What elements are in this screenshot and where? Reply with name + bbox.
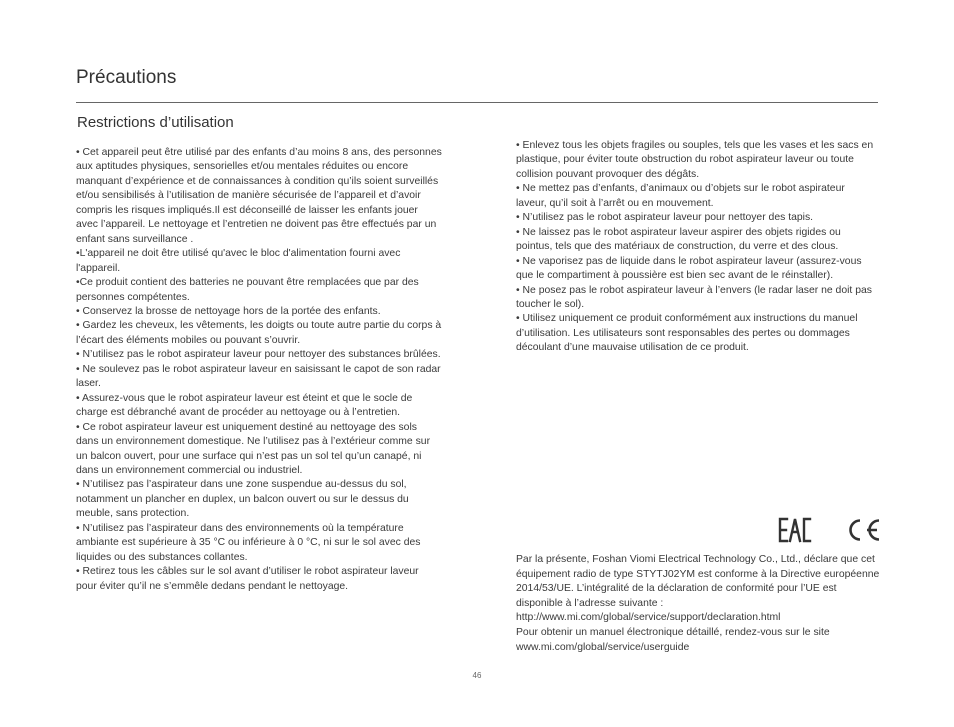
right-column [516,139,878,356]
page-number: 46 [472,671,482,680]
title-divider [76,102,878,103]
precaution-item: • Ce robot aspirateur laveur est uniquement destiné au nettoyage des sols dans un environnement domestique. Ne l’utilisez pas à l’extérieur comme sur un balcon ouvert, pour une surface qui n’est pas un sol tel qu’un canapé, ni dans un environnement commercial ou industriel. [76,421,431,476]
precaution-item: • N’utilisez pas l’aspirateur dans une zone suspendue au-dessus du sol, notamment un plancher en duplex, un balcon ouvert ou sur le dessus du meuble, sans protection. [76,479,409,520]
ce-mark-icon [851,521,880,540]
precaution-item: • Enlevez tous les objets fragiles ou souples, tels que les vases et les sacs en plastique, pour éviter toute obstruction du robot aspirateur laveur ou toute collision pouvant provoquer des dégâts. [516,140,874,180]
precaution-item: •Ce produit contient des batteries ne pouvant être remplacées que par des personnes compétentes. [76,277,419,303]
precaution-item: • Ne laissez pas le robot aspirateur laveur aspirer des objets rigides ou pointus, tels que des matériaux de construction, du verre et des clous. [516,226,841,253]
manual-link-text: Pour obtenir un manuel électronique détaillé, rendez-vous sur le site www.mi.com/global/service/userguide [516,626,830,653]
page-title: Précautions [76,67,177,88]
precaution-item: • Ne vaporisez pas de liquide dans le robot aspirateur laveur (assurez-vous que le compartiment à poussière est bien sec avant de le réinstaller). [516,255,862,282]
precaution-item: • N’utilisez pas le robot aspirateur laveur pour nettoyer des substances brûlées. [76,349,441,361]
precaution-item: • Cet appareil peut être utilisé par des enfants d’au moins 8 ans, des personnes aux aptitudes physiques, sensorielles et/ou mentales réduites ou encore manquant d’expérience et de connaissances à condition qu’ils soient surveillés et/ou sensibilisés à l’utilisation de manière sécurisée de l’appareil et d’avoir compris les risques impliqués.Il est déconseillé de laisser les enfants jouer avec l’appareil. Le nettoyage et l’entretien ne doivent pas être effectués par un enfant sans surveillance . [76,147,442,245]
precaution-item: • Retirez tous les câbles sur le sol avant d’utiliser le robot aspirateur laveur pour éviter qu’il ne s’emmêle dedans pendant le nettoyage. [76,566,419,592]
declaration-block [516,553,880,655]
precaution-item: • Assurez-vous que le robot aspirateur laveur est éteint et que le socle de charge est débranché avant de procéder au nettoyage ou à l’entretien. [76,392,413,419]
precaution-item: • Ne posez pas le robot aspirateur laveur à l’envers (le radar laser ne doit pas toucher le sol). [516,284,872,310]
precaution-item: • Ne soulevez pas le robot aspirateur laveur en saisissant le capot de son radar laser. [76,363,441,390]
declaration-text: Par la présente, Foshan Viomi Electrical Technology Co., Ltd., déclare que cet équipement radio de type STYTJ02YM est conforme à la Directive européenne 2014/53/UE. L’intégralité de la déclaration de conformité pour l’UE est disponible à l’adresse suivante : http://www.mi.com/global/service/support/declaration.html [516,554,880,624]
precaution-item: • N’utilisez pas le robot aspirateur laveur pour nettoyer des tapis. [516,212,814,224]
section-title: Restrictions d’utilisation [77,114,234,131]
precaution-item: • N’utilisez pas l’aspirateur dans des environnements où la température ambiante est supérieure à 35 °C ou inférieure à 0 °C, ni sur le sol avec des liquides ou des substances collantes. [76,522,421,563]
left-column [76,146,442,594]
precaution-item: • Gardez les cheveux, les vêtements, les doigts ou toute autre partie du corps à l’écart des éléments mobiles ou pouvant s’ouvrir. [76,320,442,346]
precaution-item: • Conservez la brosse de nettoyage hors de la portée des enfants. [76,305,381,317]
precaution-item: • Utilisez uniquement ce produit conformément aux instructions du manuel d’utilisation. Les utilisateurs sont responsables des pertes ou dommages découlant d’une mauvaise utilisation de ce produit. [516,313,858,354]
eac-mark-icon [780,519,810,541]
precaution-item: • Ne mettez pas d’enfants, d’animaux ou d’objets sur le robot aspirateur laveur, qu’il soit à l’arrêt ou en mouvement. [516,183,845,209]
certification-marks [778,516,882,544]
precaution-item: •L'appareil ne doit être utilisé qu'avec le bloc d'alimentation fourni avec l'appareil. [76,248,401,274]
